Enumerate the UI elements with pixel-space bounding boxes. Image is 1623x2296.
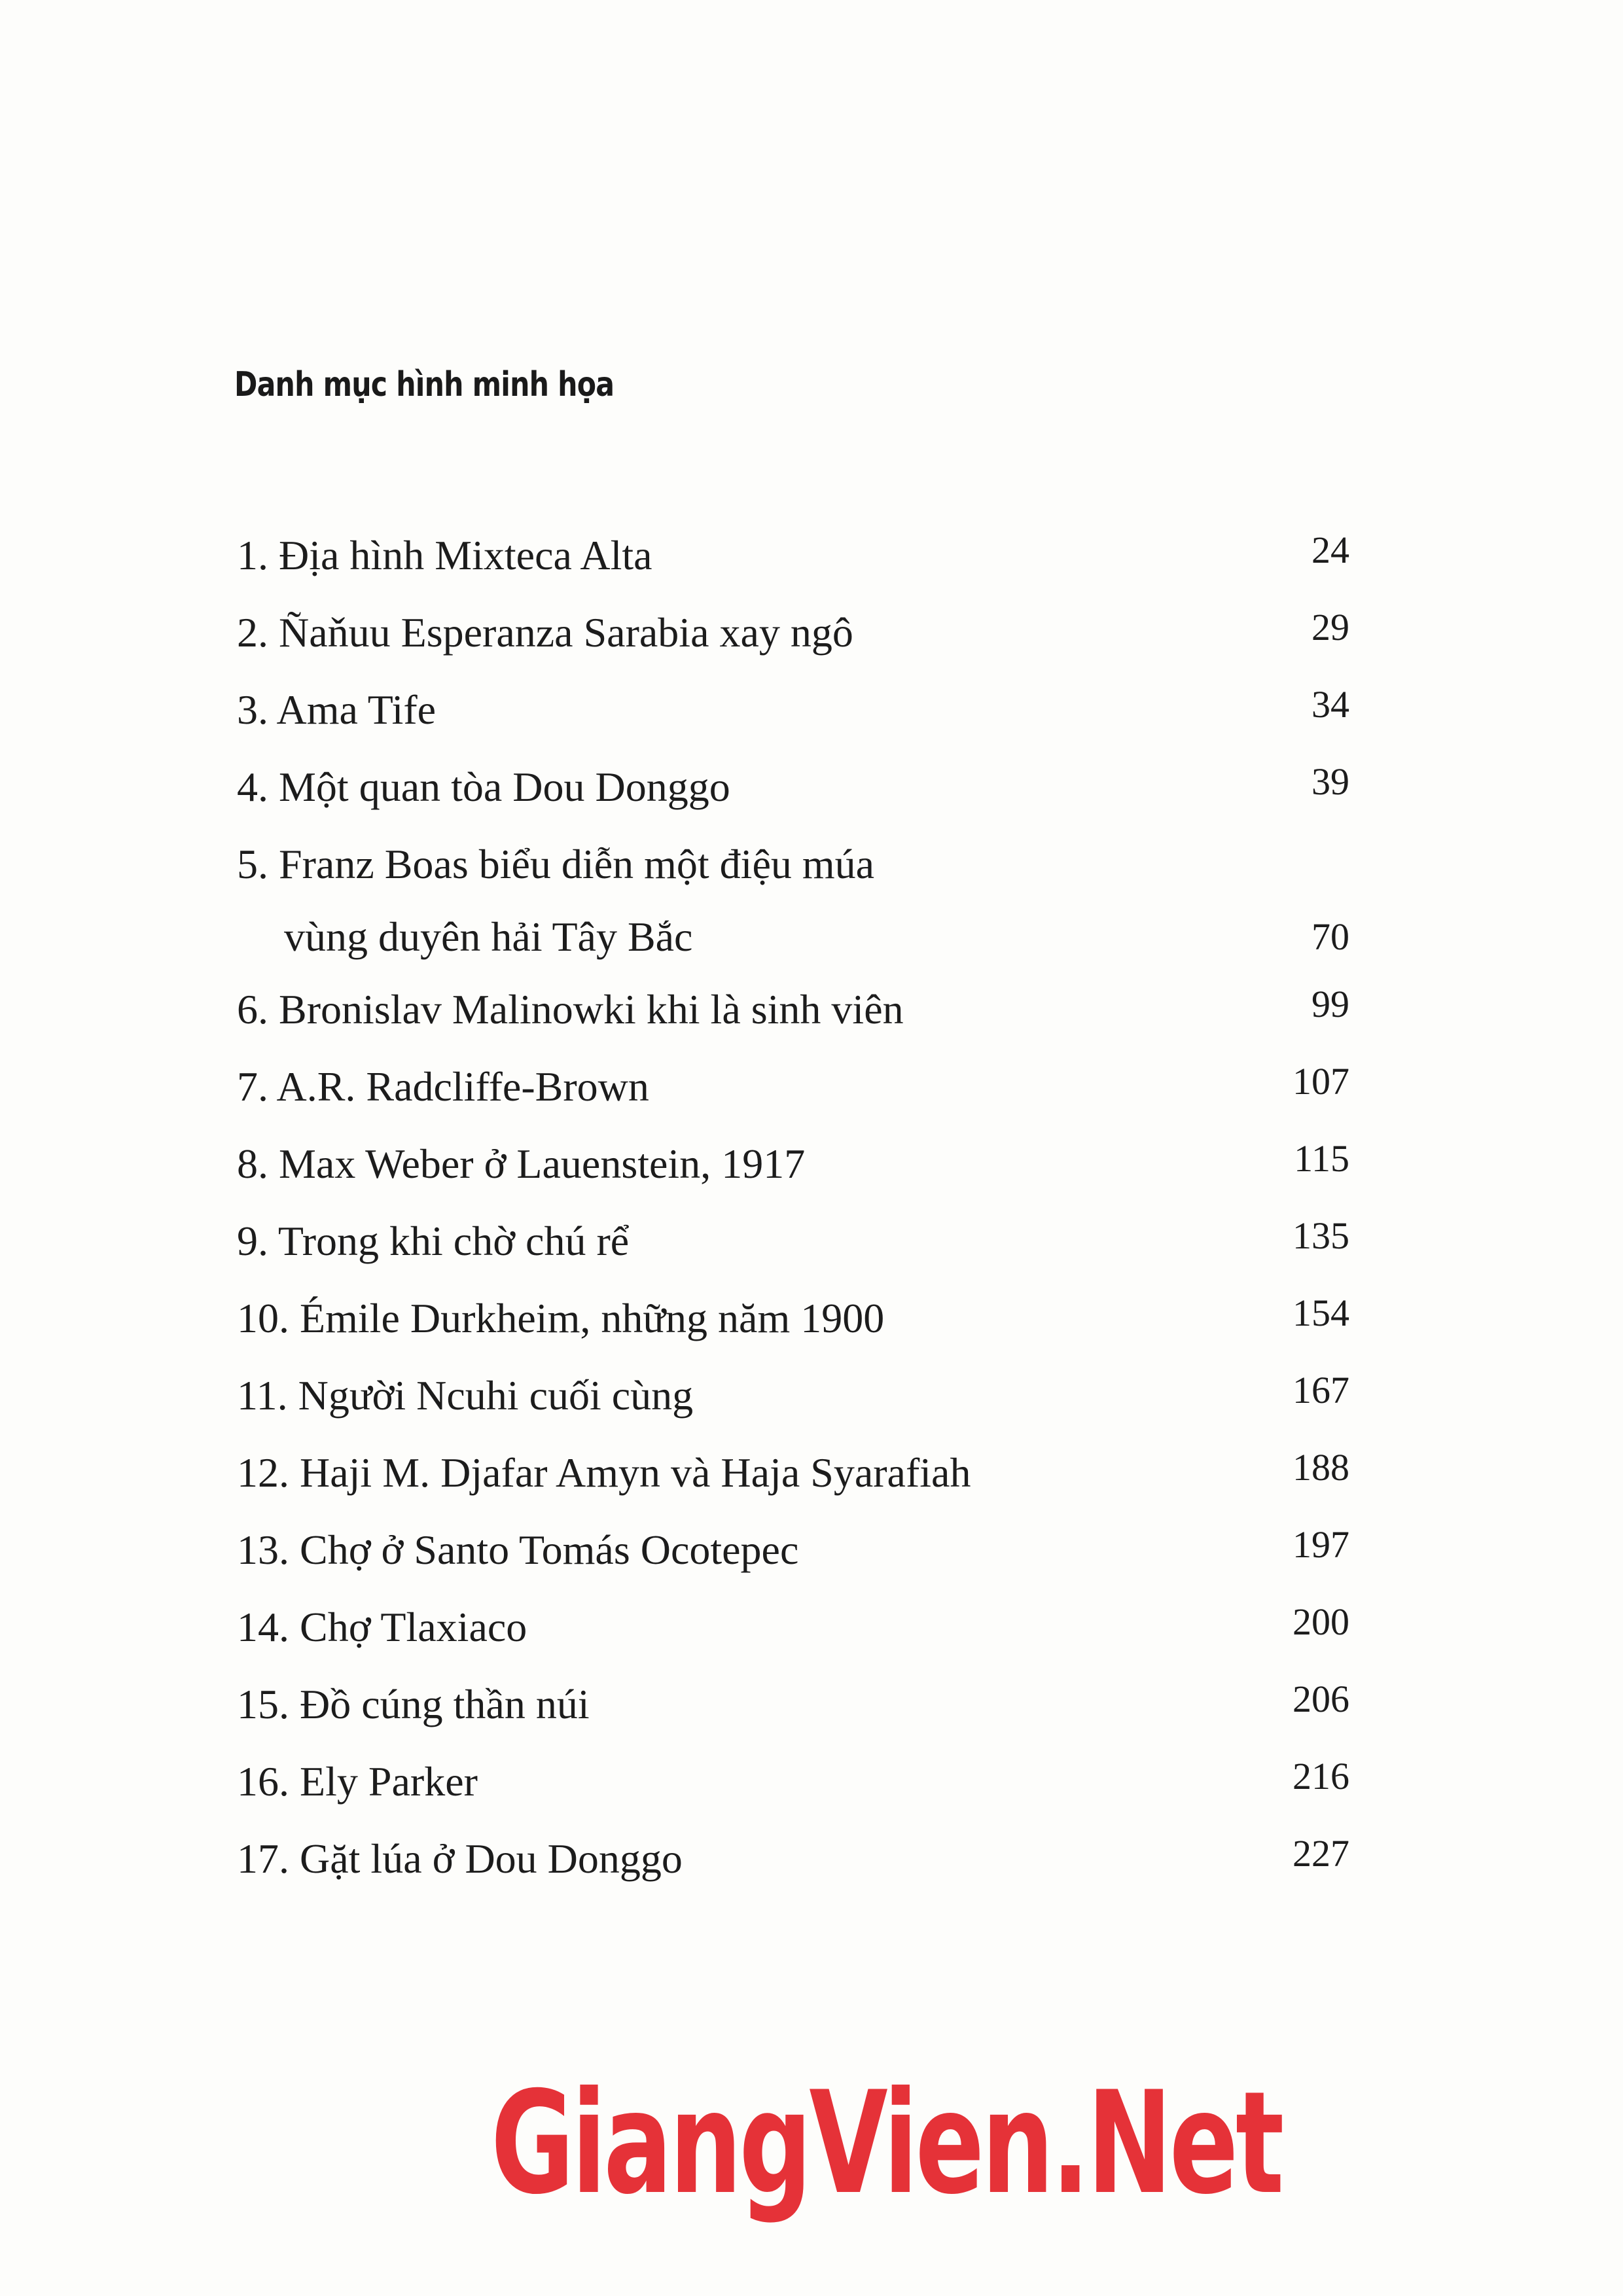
entry-page-number: 24	[1311, 529, 1349, 571]
list-entry	[237, 1048, 1349, 1125]
list-entry	[237, 1125, 1349, 1203]
entry-title: 9. Trong khi chờ chú rể	[237, 1218, 630, 1264]
list-entry	[237, 1743, 1349, 1820]
watermark-text: GiangVien.Net	[491, 2061, 1281, 2225]
entry-page-number: 167	[1293, 1369, 1349, 1411]
list-entry	[237, 671, 1349, 749]
entry-page-number: 216	[1293, 1755, 1349, 1797]
list-entry	[237, 1203, 1349, 1280]
entry-title: 5. Franz Boas biểu diễn một điệu múa	[237, 841, 875, 887]
entry-page-number: 206	[1293, 1678, 1349, 1720]
entry-title: 6. Bronislav Malinowki khi là sinh viên	[237, 986, 904, 1033]
list-entry	[237, 517, 1349, 594]
list-entry	[237, 1589, 1349, 1666]
entry-title: 7. A.R. Radcliffe-Brown	[237, 1063, 649, 1110]
entry-title: 15. Đồ cúng thần núi	[237, 1681, 590, 1727]
list-entry	[237, 971, 1349, 1048]
list-entry	[237, 1666, 1349, 1743]
entry-page-number: 227	[1293, 1832, 1349, 1875]
list-entry	[237, 594, 1349, 671]
entry-title: 2. Ñaňuu Esperanza Sarabia xay ngô	[237, 609, 853, 656]
entry-title: 4. Một quan tòa Dou Donggo	[237, 764, 730, 810]
list-entry	[237, 1434, 1349, 1511]
entry-title-continuation: vùng duyên hải Tây Bắc	[284, 913, 693, 960]
entry-title: 10. Émile Durkheim, những năm 1900	[237, 1295, 885, 1341]
entry-page-number: 197	[1293, 1523, 1349, 1566]
list-entry	[237, 1820, 1349, 1898]
entry-page-number: 99	[1311, 983, 1349, 1025]
entry-title: 11. Người Ncuhi cuối cùng	[237, 1372, 694, 1419]
entry-title: 14. Chợ Tlaxiaco	[237, 1604, 527, 1650]
entry-page-number: 135	[1293, 1214, 1349, 1257]
entry-title: 8. Max Weber ở Lauenstein, 1917	[237, 1140, 806, 1187]
entry-title: 12. Haji M. Djafar Amyn và Haja Syarafiah	[237, 1449, 971, 1496]
page-heading: Danh mục hình minh họa	[234, 365, 615, 404]
entry-page-number: 200	[1293, 1600, 1349, 1643]
illustration-list	[237, 517, 1349, 1898]
entry-title: 17. Gặt lúa ở Dou Donggo	[237, 1835, 683, 1882]
entry-page-number: 70	[1311, 915, 1349, 958]
entry-page-number: 188	[1293, 1446, 1349, 1489]
list-entry	[237, 826, 1349, 971]
list-entry	[237, 1280, 1349, 1357]
entry-page-number: 154	[1293, 1292, 1349, 1334]
list-entry	[237, 749, 1349, 826]
entry-page-number: 39	[1311, 760, 1349, 803]
entry-page-number: 29	[1311, 606, 1349, 648]
entry-title: 13. Chợ ở Santo Tomás Ocotepec	[237, 1527, 799, 1573]
entry-page-number: 107	[1293, 1060, 1349, 1103]
entry-title: 3. Ama Tife	[237, 686, 437, 733]
entry-title: 16. Ely Parker	[237, 1758, 478, 1805]
list-entry	[237, 1357, 1349, 1434]
entry-page-number: 115	[1294, 1137, 1349, 1180]
entry-page-number: 34	[1311, 683, 1349, 726]
entry-title: 1. Địa hình Mixteca Alta	[237, 532, 652, 578]
list-entry	[237, 1511, 1349, 1589]
